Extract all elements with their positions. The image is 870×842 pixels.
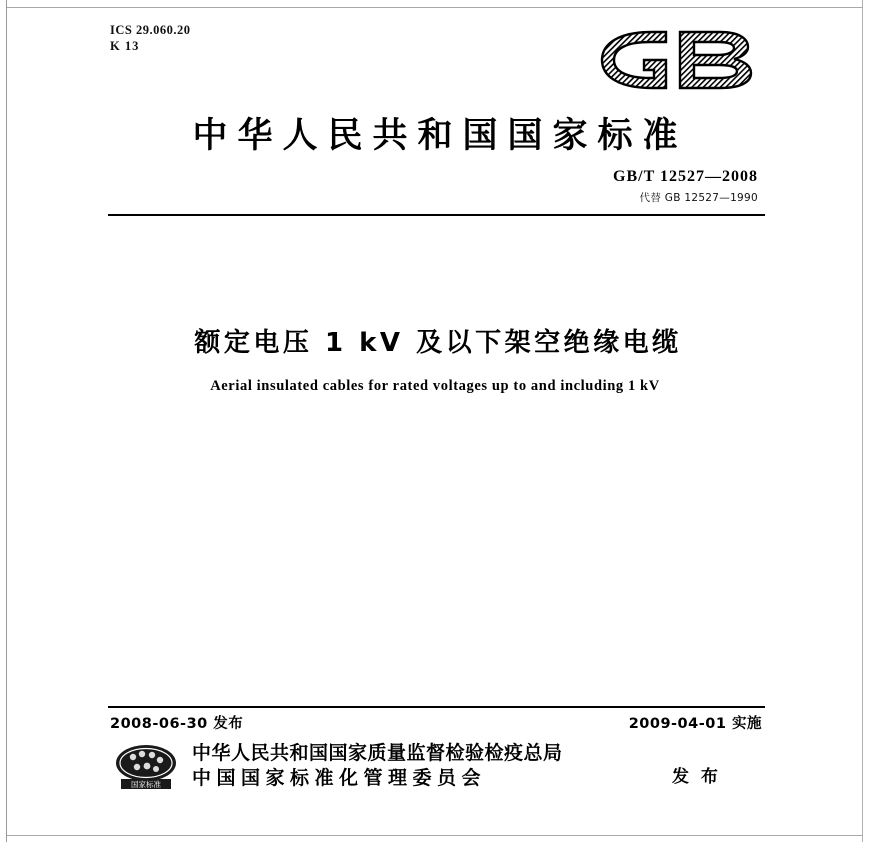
ics-code: ICS 29.060.20 <box>110 23 191 37</box>
effective-date: 2009-04-01 实施 <box>628 716 762 732</box>
standard-title-chinese: 额定电压 1 kV 及以下架空绝缘电缆 <box>194 328 682 358</box>
standard-number: GB/T 12527—2008 <box>613 168 758 185</box>
publish-date: 2008-06-30 发布 <box>110 716 244 732</box>
national-emblem-icon <box>113 742 179 790</box>
issuer-block <box>192 741 563 791</box>
footer-divider <box>108 706 765 708</box>
issuer-authority-1: 中华人民共和国国家质量监督检验检疫总局 <box>192 742 563 764</box>
standard-replaces: 代替 GB 12527—1990 <box>639 192 758 204</box>
page-border-bottom <box>7 835 862 836</box>
page-border-top <box>7 7 862 8</box>
issuer-authority-2: 中国国家标准化管理委员会 <box>192 767 487 790</box>
classification-code: K 13 <box>110 38 140 53</box>
ics-classification-block <box>110 23 190 54</box>
gb-logo <box>588 26 778 94</box>
svg-text:国家标准: 国家标准 <box>131 780 161 789</box>
page-title: 中华人民共和国国家标准 <box>192 116 688 156</box>
standard-title-english: Aerial insulated cables for rated voltages up to and including 1 kV <box>210 378 660 394</box>
header-divider <box>108 214 765 216</box>
issuer-publish-label: 发 布 <box>672 767 721 787</box>
